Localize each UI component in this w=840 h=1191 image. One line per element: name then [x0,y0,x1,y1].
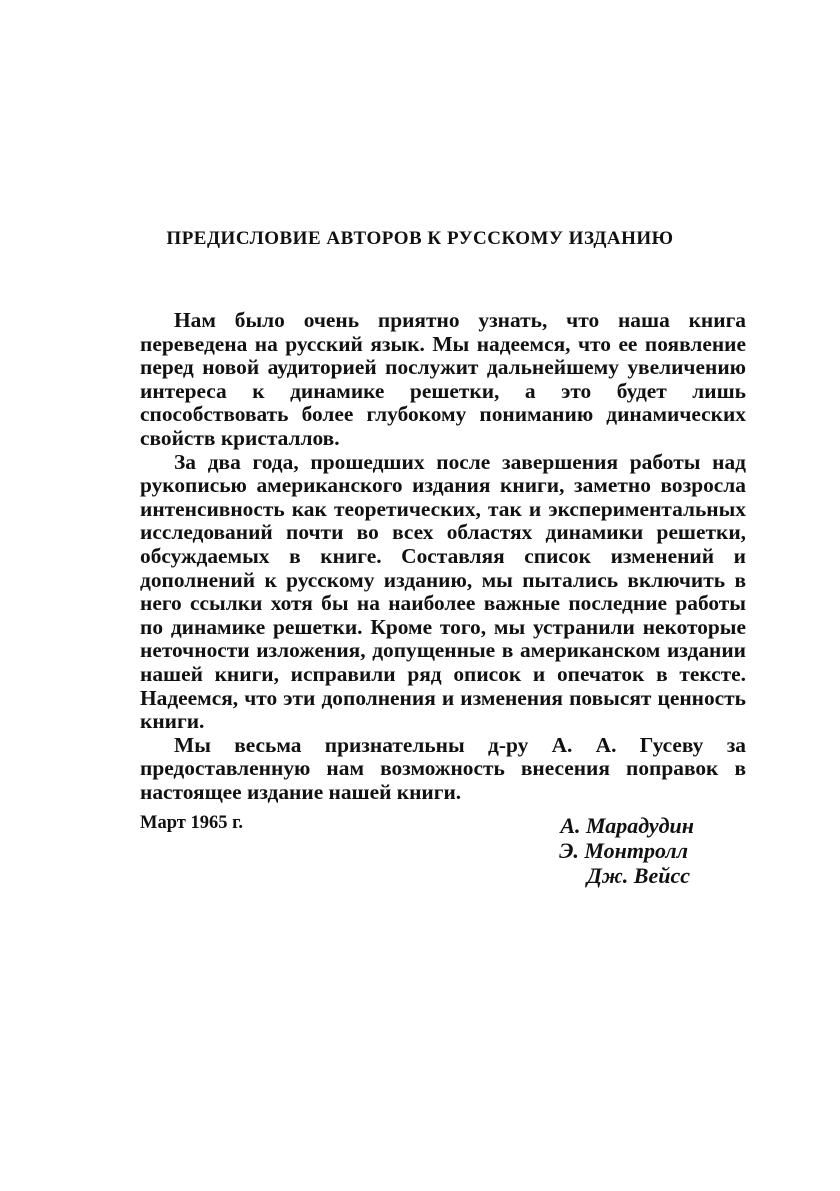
signature-author-2: Э. Монтролл [559,838,688,863]
date-line: Март 1965 г. [140,813,244,833]
paragraph-3: Мы весьма признательны д-ру А. А. Гусеву за предоставленную нам возможность внесения поправок в настоящее издание нашей книги. [140,732,746,804]
signature-author-3: Дж. Вейсс [586,863,690,888]
preface-body [140,309,746,804]
page-title: ПРЕДИСЛОВИЕ АВТОРОВ К РУССКОМУ ИЗДАНИЮ [166,228,674,249]
paragraph-2: За два года, прошедших после завершения работы над рукописью американского издания книги, заметно возросла интенсивность как теоретических, так и экспериментальных исследований почти во всех областях динамики решетки, обсуждаемых в книге. Составляя список изменений и дополнений к русскому изданию, мы пытались включить в него ссылки хотя бы на наиболее важные последние работы по динамике решетки. Кроме того, мы устранили некоторые неточности изложения, допущенные в американском издании нашей книги, исправили ряд описок и опечаток в тексте. Надеемся, что эти дополнения и изменения повысят ценность книги. [140,449,746,734]
signature-block [559,813,694,888]
signature-author-1: А. Марадудин [560,813,694,838]
paragraph-1: Нам было очень приятно узнать, что наша книга переведена на русский язык. Мы надеемся, что ее появление перед новой аудиторией послужит дальнейшему увеличению интереса к динамике решетки, а это будет лишь способствовать более глубокому пониманию динамических свойств кристаллов. [140,308,746,450]
